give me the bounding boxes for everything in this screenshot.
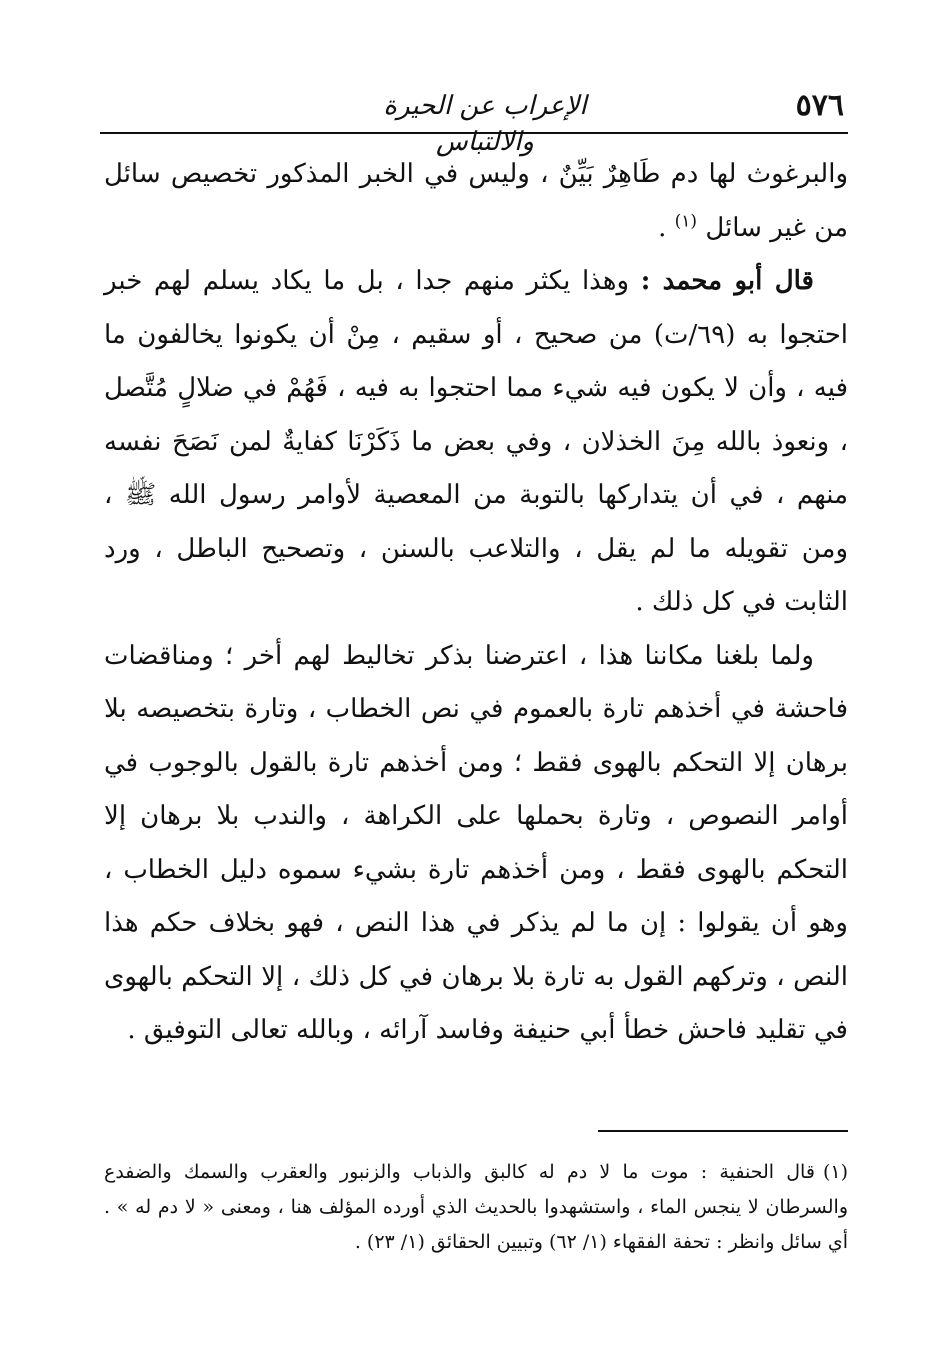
page-number: ٥٧٦ [795,88,844,123]
footnote-text: قال الحنفية : موت ما لا دم له كالبق والذباب والزنبور والعقرب والسمك والضفدع والسرطان لا ينجس الماء ، واستشهدوا بالحديث الذي أورده المؤلف هنا ، ومعنى « لا دم له » . أي سائل وانظر : تحفة الفقهاء (١/ ٦٢) وتبيين الحقائق (١/ ٢٣) . [104,1161,848,1253]
paragraph-1 [104,148,848,255]
paragraph-3-text: ولما بلغنا مكاننا هذا ، اعترضنا بذكر تخاليط لهم أخر ؛ ومناقضات فاحشة في أخذهم تارة بالعموم في نص الخطاب ، وتارة بتخصيصه بلا برهان إلا التحكم بالهوى فقط ؛ ومن أخذهم تارة بالقول بالوجوب في أوامر النصوص ، وتارة بحملها على الكراهة ، والندب بلا برهان إلا التحكم بالهوى فقط ، ومن أخذهم تارة بشيء سموه دليل الخطاب ، وهو أن يقولوا : إن ما لم يذكر في هذا النص ، فهو بخلاف حكم هذا النص ، وتركهم القول به تارة بلا برهان في كل ذلك ، إلا التحكم بالهوى في تقليد فاحش خطأ أبي حنيفة وفاسد آرائه ، وبالله تعالى التوفيق . [104,640,848,1045]
paragraph-2-text: وهذا يكثر منهم جدا ، بل ما يكاد يسلم لهم خبر احتجوا به (٦٩/ت) من صحيح ، أو سقيم ، مِنْ أن يكونوا يخالفون ما فيه ، وأن لا يكون فيه شيء مما احتجوا به فيه ، فَهُمْ في ضلالٍ مُتَّصل ، ونعوذ بالله مِنَ الخذلان ، وفي بعض ما ذَكَرْنَا كفايةٌ لمن نَصَحَ نفسه منهم ، في أن يتداركها بالتوبة من المعصية لأوامر رسول الله ﷺ ، ومن تقويله ما لم يقل ، والتلاعب بالسنن ، وتصحيح الباطل ، ورد الثابت في كل ذلك . [104,266,848,617]
footnote-reference[interactable]: (١) [674,210,698,231]
header-rule [100,132,848,134]
speaker-label: قال أبو محمد : [640,266,814,296]
running-title: الإعراب عن الحيرة والالتباس [383,91,587,157]
paragraph-2 [104,255,848,630]
paragraph-1-end: . [658,212,675,243]
footnote-item [104,1155,848,1260]
paragraph-3 [104,630,848,1058]
page-header [100,86,850,157]
paragraph-1-text: والبرغوث لها دم طَاهِرٌ بَيِّنٌ ، وليس في الخبر المذكور تخصيص سائل من غير سائل [104,159,848,243]
body-text [104,148,848,1058]
footnote-number: (١) [822,1161,848,1183]
footnote-separator [598,1130,848,1132]
footnotes [104,1155,848,1260]
